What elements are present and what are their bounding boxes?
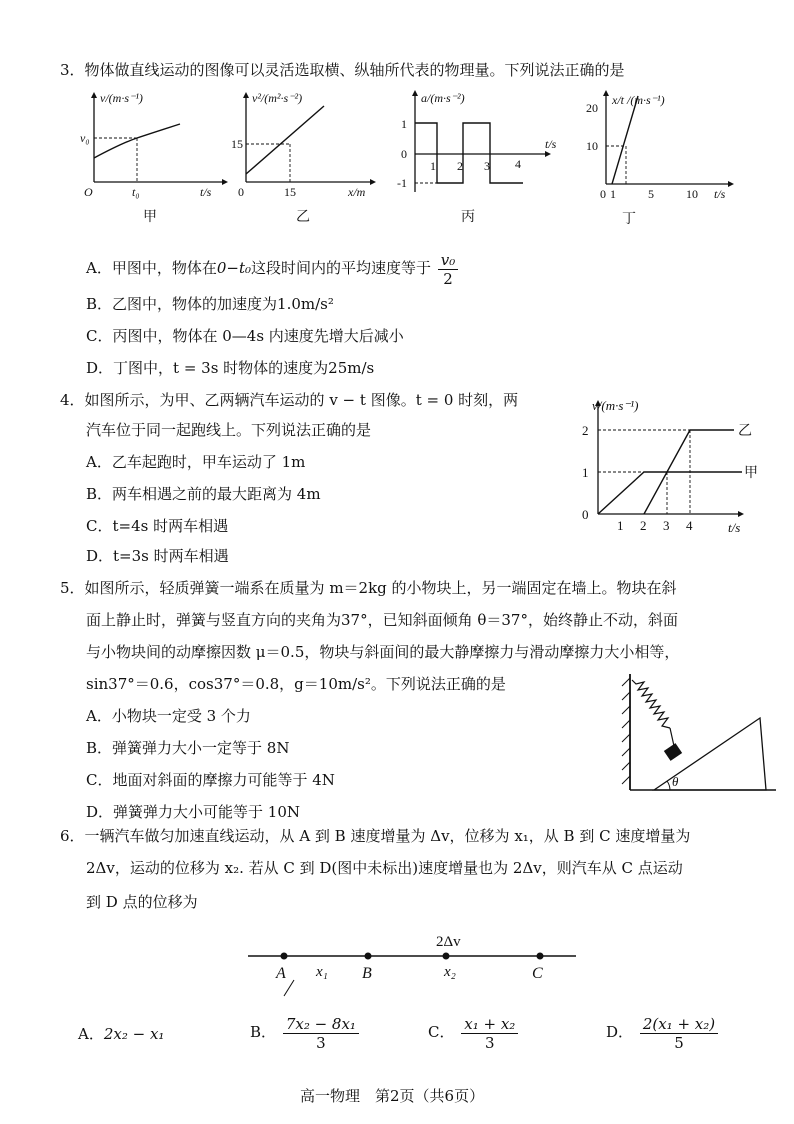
q6-label-a: A — [276, 965, 286, 982]
q4-xtick-1: 1 — [617, 518, 624, 533]
bing-xtick-3: 3 — [484, 159, 490, 173]
q6-line-2: 2Δv，运动的位移为 x₂. 若从 C 到 D(图中未标出)速度增量也为 2Δv，则汽车从 C 点运动 — [86, 859, 683, 877]
q3-option-b: B．乙图中，物体的加速度为1.0m/s² — [86, 295, 334, 313]
q5-incline-diagram — [610, 670, 782, 798]
q6-label-2dv: 2Δv — [436, 934, 461, 950]
q6-option-b-num: 7x₂ − 8x₁ — [283, 1015, 359, 1034]
bing-ylabel: a/(m·s⁻²) — [421, 91, 465, 105]
q4-ytick-0: 0 — [582, 507, 589, 522]
q4-option-b: B．两车相遇之前的最大距离为 4m — [86, 485, 321, 503]
q6-option-c — [428, 1010, 520, 1054]
q3-option-a-num: v₀ — [438, 251, 459, 270]
q6-label-x1: x₁ — [316, 964, 328, 980]
q3-option-a-den: 2 — [443, 269, 453, 288]
q6-option-c-num: x₁ + x₂ — [461, 1015, 518, 1034]
q3-option-d: D．丁图中，t = 3s 时物体的速度为25m/s — [86, 359, 375, 377]
q5-line-2: 面上静止时，弹簧与竖直方向的夹角为37°，已知斜面倾角 θ＝37°，始终静止不动，斜面 — [86, 611, 678, 629]
ding-xtick-1: 1 — [610, 187, 616, 201]
ding-ytick-20: 20 — [586, 101, 598, 115]
q4-option-c: C．t=4s 时两车相遇 — [86, 517, 229, 535]
q5-option-d: D．弹簧弹力大小可能等于 10N — [86, 803, 301, 821]
bing-ytick-0: 0 — [401, 147, 407, 161]
q4-ytick-1: 1 — [582, 465, 589, 480]
q5-theta: θ — [672, 774, 679, 789]
q6-option-c-den: 3 — [485, 1033, 495, 1052]
q4-line-2: 汽车位于同一起跑线上。下列说法正确的是 — [86, 421, 372, 439]
jia-ylabel: v/(m·s⁻¹) — [100, 91, 143, 105]
q3-option-a-post: 这段时间内的平均速度等于 — [251, 259, 432, 277]
bing-ytick-neg1: -1 — [397, 176, 407, 190]
q6-line-3: 到 D 点的位移为 — [86, 893, 198, 911]
q6-option-d-num: 2(x₁ + x₂) — [640, 1015, 718, 1034]
yi-xtick: 15 — [284, 185, 296, 199]
q3-stem: 3．物体做直线运动的图像可以灵活选取横、纵轴所代表的物理量。下列说法正确的是 — [60, 61, 625, 79]
yi-ytick: 15 — [231, 137, 243, 151]
q6-option-b — [250, 1010, 361, 1054]
jia-xtick: t₀ — [132, 185, 140, 199]
q4-option-a: A．乙车起跑时，甲车运动了 1m — [86, 453, 306, 471]
q6-track-diagram — [240, 928, 580, 998]
ding-xlabel: t/s — [714, 187, 726, 201]
bing-xtick-4: 4 — [515, 157, 521, 171]
q5-line-4: sin37°＝0.6，cos37°＝0.8，g＝10m/s²。下列说法正确的是 — [86, 675, 506, 693]
q6-option-c-fraction — [461, 1015, 518, 1052]
q5-line-3: 与小物块间的动摩擦因数 μ＝0.5，物块与斜面间的最大静摩擦力与滑动摩擦力大小相等， — [86, 643, 680, 661]
q5-option-b: B．弹簧弹力大小一定等于 8N — [86, 739, 290, 757]
q6-option-d-den: 5 — [674, 1033, 684, 1052]
q3-option-a — [86, 250, 460, 288]
page-footer: 高一物理 第2页（共6页） — [300, 1087, 485, 1105]
q4-option-d: D．t=3s 时两车相遇 — [86, 547, 229, 565]
q4-xlabel: t/s — [728, 520, 741, 535]
ding-ylabel: x/t /(m·s⁻¹) — [612, 93, 665, 107]
q3-option-c: C．丙图中，物体在 0—4s 内速度先增大后减小 — [86, 327, 404, 345]
yi-ylabel: v²/(m²·s⁻²) — [252, 91, 303, 105]
q6-label-c: C — [532, 965, 543, 982]
q4-ytick-2: 2 — [582, 423, 589, 438]
q4-series-jia: 甲 — [744, 466, 758, 481]
jia-origin: O — [84, 185, 93, 199]
bing-xlabel: t/s — [545, 137, 557, 151]
q6-option-a-label: A． — [78, 1025, 104, 1043]
q3-graph-yi — [232, 88, 382, 198]
jia-caption: 甲 — [143, 209, 157, 225]
q4-ylabel: v/(m·s⁻¹) — [592, 398, 639, 413]
q6-option-b-label: B． — [250, 1023, 277, 1041]
ding-xtick-10: 10 — [686, 187, 698, 201]
ding-ytick-10: 10 — [586, 139, 598, 153]
q4-line-1: 4．如图所示，为甲、乙两辆汽车运动的 v − t 图像。t = 0 时刻，两 — [60, 391, 519, 409]
q6-option-d — [606, 1010, 720, 1054]
jia-xlabel: t/s — [200, 185, 212, 199]
yi-caption: 乙 — [296, 209, 310, 225]
q5-option-c: C．地面对斜面的摩擦力可能等于 4N — [86, 771, 335, 789]
bing-xtick-1: 1 — [430, 159, 436, 173]
q6-label-b: B — [362, 965, 372, 982]
q5-line-1: 5．如图所示，轻质弹簧一端系在质量为 m＝2kg 的小物块上，另一端固定在墙上。物块在斜 — [60, 579, 677, 597]
q4-xtick-2: 2 — [640, 518, 647, 533]
ding-xtick-0: 0 — [600, 187, 606, 201]
q6-label-x2: x₂ — [444, 964, 456, 980]
ding-caption: 丁 — [622, 211, 636, 227]
q4-xtick-3: 3 — [663, 518, 670, 533]
q6-option-b-fraction — [283, 1015, 359, 1052]
q3-option-a-fraction — [438, 251, 459, 288]
q6-option-c-label: C． — [428, 1023, 455, 1041]
jia-ytick: v₀ — [80, 131, 90, 145]
q3-option-a-pre: A．甲图中，物体在 — [86, 259, 217, 277]
yi-xlabel: x/m — [348, 185, 366, 199]
q3-option-a-range: 0−t₀ — [216, 259, 251, 277]
q5-option-a: A．小物块一定受 3 个力 — [86, 707, 251, 725]
ding-xtick-5: 5 — [648, 187, 654, 201]
q6-option-d-label: D． — [606, 1023, 634, 1041]
q6-option-d-fraction — [640, 1015, 718, 1052]
yi-origin: 0 — [238, 185, 244, 199]
q4-series-yi: 乙 — [738, 424, 752, 439]
bing-xtick-2: 2 — [457, 159, 463, 173]
q6-option-b-den: 3 — [316, 1033, 326, 1052]
bing-ytick-1: 1 — [401, 117, 407, 131]
q6-option-a-expr: 2x₂ − x₁ — [103, 1025, 165, 1043]
q3-graph-bing — [395, 88, 565, 198]
q3-graph-ding — [580, 86, 750, 204]
q6-line-1: 6．一辆汽车做匀加速直线运动，从 A 到 B 速度增量为 Δv，位移为 x₁，从 B 到 C 速度增量为 — [60, 827, 691, 845]
q4-vt-graph — [570, 390, 770, 535]
bing-caption: 丙 — [461, 209, 475, 225]
q4-xtick-4: 4 — [686, 518, 693, 533]
q3-graph-jia — [82, 88, 232, 198]
q6-option-a — [78, 1024, 164, 1044]
